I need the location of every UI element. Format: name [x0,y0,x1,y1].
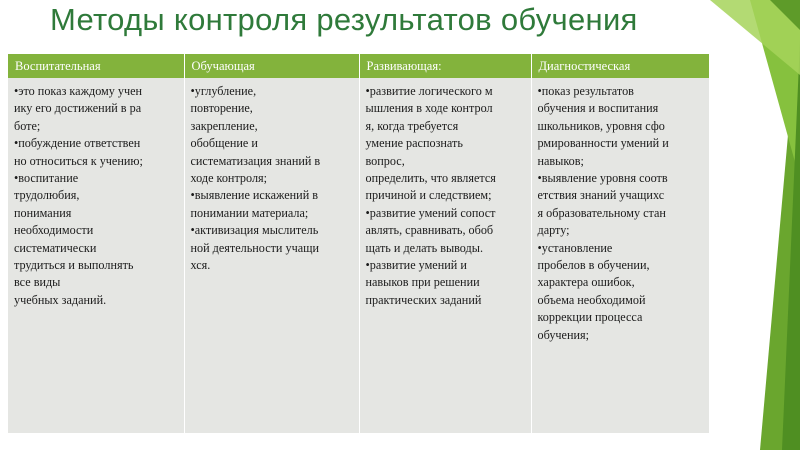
cell-line: ходе контроля; [190,171,268,186]
cell-line: •показ результатов [537,84,634,98]
cell-line: рмированности умений и [537,136,669,151]
cell-line: умение распознать [365,136,463,151]
cell-line: необходимости [14,223,94,238]
cell-line: характера ошибок, [537,275,635,290]
cell-line: •активизация мыслитель [190,223,319,238]
cell-line: •воспитание [14,171,79,186]
header-diagnostic: Диагностическая [531,54,709,78]
cell-line: •развитие умений и [365,258,467,273]
cell-line: •развитие умений сопост [365,205,496,220]
cell-line: коррекции процесса [537,310,643,325]
cell-line: обобщение и [190,136,258,151]
cell-line: объема необходимой [537,292,646,307]
cell-line: трудолюбия, [14,188,80,203]
cell-line: закрепление, [190,118,258,133]
cell-line: •побуждение ответствен [14,136,141,151]
cell-line: •это показ каждому учен [14,84,143,98]
cell-line: обучения и воспитания [537,101,659,116]
cell-line: но относиться к учению; [14,153,143,168]
table-row [8,78,709,433]
cell-line: •развитие логического м [365,84,493,98]
cell-line: •углубление, [190,84,257,98]
cell-educational [8,78,184,433]
cell-line: трудиться и выполнять [14,258,134,273]
cell-line: •выявление уровня соотв [537,171,668,186]
cell-line: боте; [14,118,41,133]
page-title: Методы контроля результатов обучения [50,2,638,37]
cell-line: повторение, [190,101,253,116]
cell-line: ышления в ходе контрол [365,101,493,116]
cell-line: причиной и следствием; [365,188,492,203]
cell-line: дарту; [537,223,570,238]
cell-line: етствия знаний учащихс [537,188,665,203]
cell-line: ной деятельности учащи [190,240,320,255]
cell-line: вопрос, [365,153,405,168]
methods-table [8,54,709,433]
cell-developmental [359,78,531,433]
cell-line: щать и делать выводы. [365,240,483,255]
cell-line: навыков при решении [365,275,480,290]
cell-teaching [184,78,359,433]
cell-line: понимания [14,205,72,220]
cell-line: понимании материала; [190,205,309,220]
cell-line: определить, что является [365,171,496,186]
cell-line: пробелов в обучении, [537,258,650,273]
cell-line: авлять, сравнивать, обоб [365,223,494,238]
cell-diagnostic [531,78,709,433]
cell-line: я образовательному стан [537,205,666,220]
cell-line: школьников, уровня сфо [537,118,665,133]
cell-line: практических заданий [365,292,482,307]
cell-line: хся. [190,258,211,273]
header-educational: Воспитательная [8,54,184,78]
cell-line: я, когда требуется [365,118,459,133]
cell-line: учебных заданий. [14,292,107,307]
cell-line: систематизация знаний в [190,153,321,168]
cell-line: обучения; [537,327,589,342]
cell-line: навыков; [537,153,584,168]
header-teaching: Обучающая [184,54,359,78]
table-header-row [8,54,709,78]
cell-line: •выявление искажений в [190,188,319,203]
cell-line: все виды [14,275,61,290]
cell-line: систематически [14,240,97,255]
cell-line: •установление [537,240,613,255]
cell-line: ику его достижений в ра [14,101,142,116]
header-developmental: Развивающая: [359,54,531,78]
